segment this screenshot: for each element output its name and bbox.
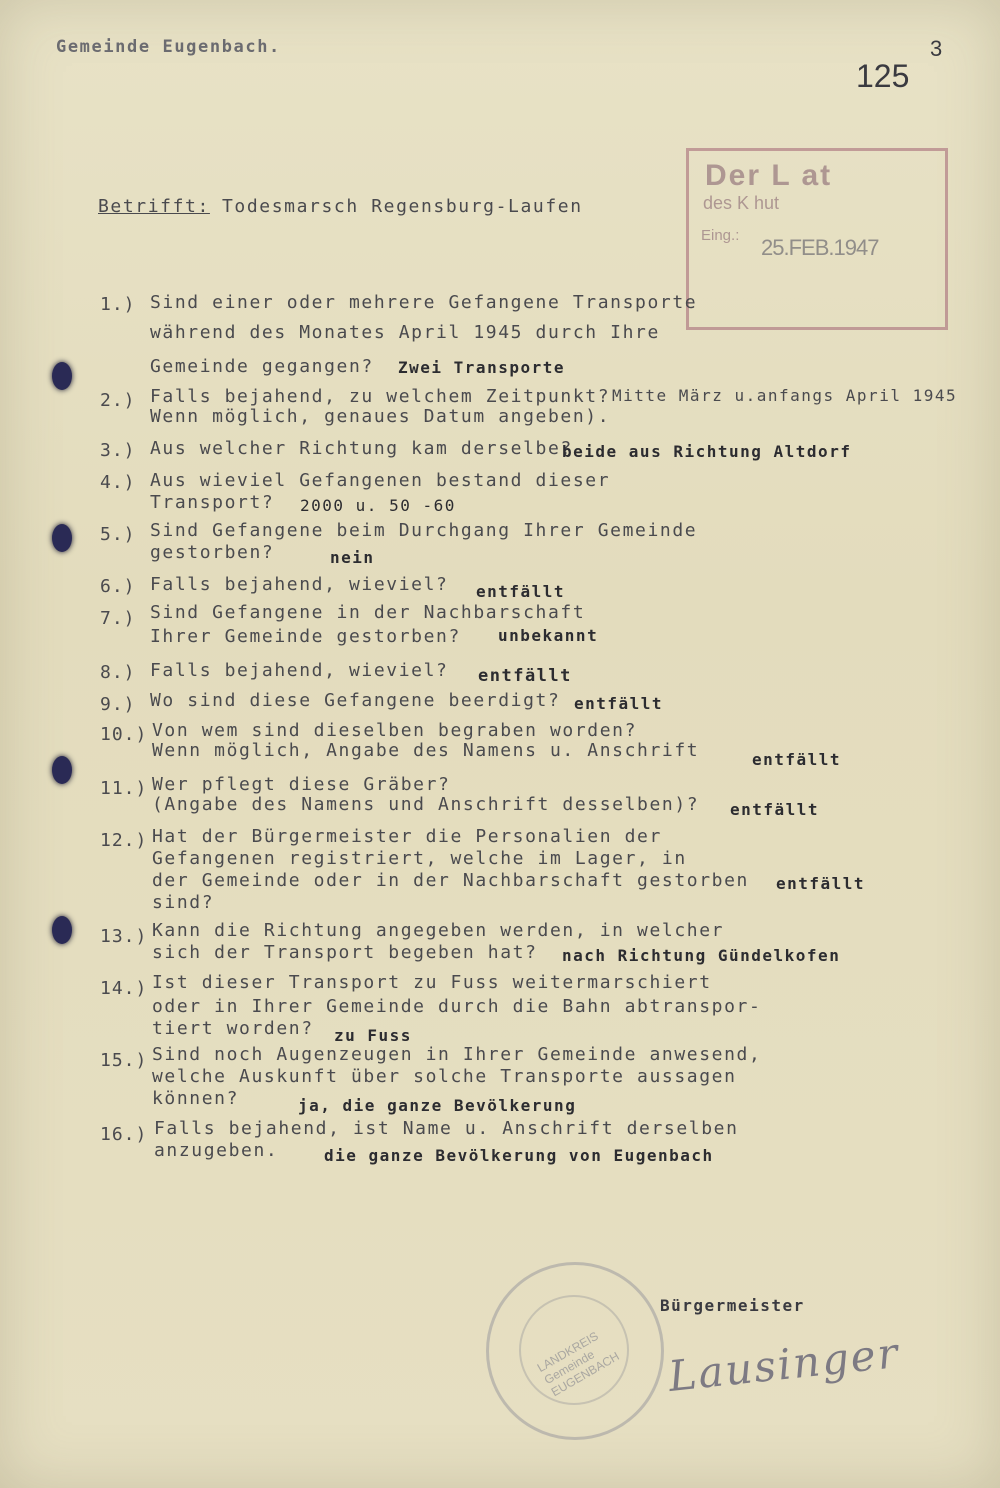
question-text: anzugeben. bbox=[154, 1140, 279, 1161]
question-number: 12.) bbox=[100, 830, 148, 851]
question-number: 6.) bbox=[100, 576, 136, 597]
question-number: 8.) bbox=[100, 662, 136, 683]
corner-mark: 3 bbox=[930, 36, 943, 61]
question-text: Falls bejahend, zu welchem Zeitpunkt? bbox=[150, 386, 611, 407]
answer-text: entfällt bbox=[478, 666, 572, 686]
municipality-header: Gemeinde Eugenbach. bbox=[56, 37, 281, 57]
question-number: 3.) bbox=[100, 440, 136, 461]
question-text: (Angabe des Namens und Anschrift desselben)? bbox=[152, 794, 700, 815]
question-text: Wer pflegt diese Gräber? bbox=[152, 774, 451, 795]
question-text: welche Auskunft über solche Transporte aussagen bbox=[152, 1066, 737, 1087]
question-text: Hat der Bürgermeister die Personalien der bbox=[152, 826, 662, 847]
question-number: 7.) bbox=[100, 608, 136, 629]
stamp-line-1: Der L at bbox=[705, 159, 833, 192]
question-text: Ihrer Gemeinde gestorben? bbox=[150, 626, 461, 647]
question-number: 10.) bbox=[100, 724, 148, 745]
punch-hole bbox=[52, 756, 72, 784]
question-number: 5.) bbox=[100, 524, 136, 545]
question-number: 4.) bbox=[100, 472, 136, 493]
question-number: 2.) bbox=[100, 390, 136, 411]
subject-label: Betrifft: bbox=[98, 196, 210, 217]
subject-text: Todesmarsch Regensburg-Laufen bbox=[222, 196, 583, 217]
question-text: oder in Ihrer Gemeinde durch die Bahn abtranspor- bbox=[152, 996, 762, 1017]
question-text: sich der Transport begeben hat? bbox=[152, 942, 538, 963]
question-text: Transport? bbox=[150, 492, 275, 513]
question-text: sind? bbox=[152, 892, 215, 913]
answer-text: nein bbox=[330, 548, 375, 567]
answer-text: entfällt bbox=[776, 874, 866, 893]
answer-text: ja, die ganze Bevölkerung bbox=[298, 1096, 577, 1115]
answer-text: 2000 u. 50 -60 bbox=[300, 496, 456, 515]
question-number: 1.) bbox=[100, 294, 136, 315]
answer-text: entfällt bbox=[476, 582, 566, 601]
seal-text: LANDKREIS Gemeinde EUGENBACH bbox=[534, 1328, 622, 1400]
municipal-seal bbox=[486, 1262, 664, 1440]
answer-text: entfällt bbox=[574, 694, 664, 713]
question-text: tiert worden? bbox=[152, 1018, 314, 1039]
question-text: Sind noch Augenzeugen in Ihrer Gemeinde anwesend, bbox=[152, 1044, 762, 1065]
received-stamp bbox=[686, 148, 948, 330]
question-text: Aus welcher Richtung kam derselbe? bbox=[150, 438, 573, 459]
question-text: Sind einer oder mehrere Gefangene Transporte bbox=[150, 292, 698, 313]
question-text: Kann die Richtung angegeben werden, in welcher bbox=[152, 920, 725, 941]
answer-text: zu Fuss bbox=[334, 1026, 412, 1045]
answer-text: unbekannt bbox=[498, 626, 599, 645]
question-text: Gefangenen registriert, welche im Lager, in bbox=[152, 848, 687, 869]
question-text: gestorben? bbox=[150, 542, 275, 563]
handwritten-signature: Lausinger bbox=[666, 1328, 902, 1401]
question-text: Wenn möglich, Angabe des Namens u. Anschrift bbox=[152, 740, 700, 761]
stamp-line-2: des K hut bbox=[703, 193, 780, 213]
question-text: Falls bejahend, wieviel? bbox=[150, 574, 449, 595]
stamp-received-label: Eing.: bbox=[701, 227, 740, 244]
page-number: 125 bbox=[856, 58, 910, 94]
stamp-date: 25.FEB.1947 bbox=[761, 235, 879, 260]
question-text: Sind Gefangene beim Durchgang Ihrer Gemeinde bbox=[150, 520, 698, 541]
question-text: Gemeinde gegangen? bbox=[150, 356, 374, 377]
question-number: 13.) bbox=[100, 926, 148, 947]
question-text: Wo sind diese Gefangene beerdigt? bbox=[150, 690, 561, 711]
question-number: 15.) bbox=[100, 1050, 148, 1071]
signature-title: Bürgermeister bbox=[660, 1296, 805, 1315]
question-text: Ist dieser Transport zu Fuss weitermarschiert bbox=[152, 972, 712, 993]
answer-text: beide aus Richtung Altdorf bbox=[562, 442, 852, 461]
question-number: 9.) bbox=[100, 694, 136, 715]
question-text: Falls bejahend, wieviel? bbox=[150, 660, 449, 681]
question-text: Aus wieviel Gefangenen bestand dieser bbox=[150, 470, 611, 491]
question-text: während des Monates April 1945 durch Ihre bbox=[150, 322, 660, 343]
answer-text: die ganze Bevölkerung von Eugenbach bbox=[324, 1146, 714, 1165]
question-number: 16.) bbox=[100, 1124, 148, 1145]
punch-hole bbox=[52, 916, 72, 944]
answer-text: Zwei Transporte bbox=[398, 358, 565, 377]
answer-text: nach Richtung Gündelkofen bbox=[562, 946, 841, 965]
answer-text: entfällt bbox=[730, 800, 820, 819]
question-text: Sind Gefangene in der Nachbarschaft bbox=[150, 602, 586, 623]
answer-text: Mitte März u.anfangs April 1945 bbox=[612, 386, 958, 405]
question-text: der Gemeinde oder in der Nachbarschaft gestorben bbox=[152, 870, 749, 891]
answer-text: entfällt bbox=[752, 750, 842, 769]
question-text: Von wem sind dieselben begraben worden? bbox=[152, 720, 638, 741]
question-text: können? bbox=[152, 1088, 240, 1109]
question-number: 11.) bbox=[100, 778, 148, 799]
punch-hole bbox=[52, 362, 72, 390]
question-text: Falls bejahend, ist Name u. Anschrift derselben bbox=[154, 1118, 739, 1139]
question-number: 14.) bbox=[100, 978, 148, 999]
question-text: Wenn möglich, genaues Datum angeben). bbox=[150, 406, 611, 427]
punch-hole bbox=[52, 524, 72, 552]
